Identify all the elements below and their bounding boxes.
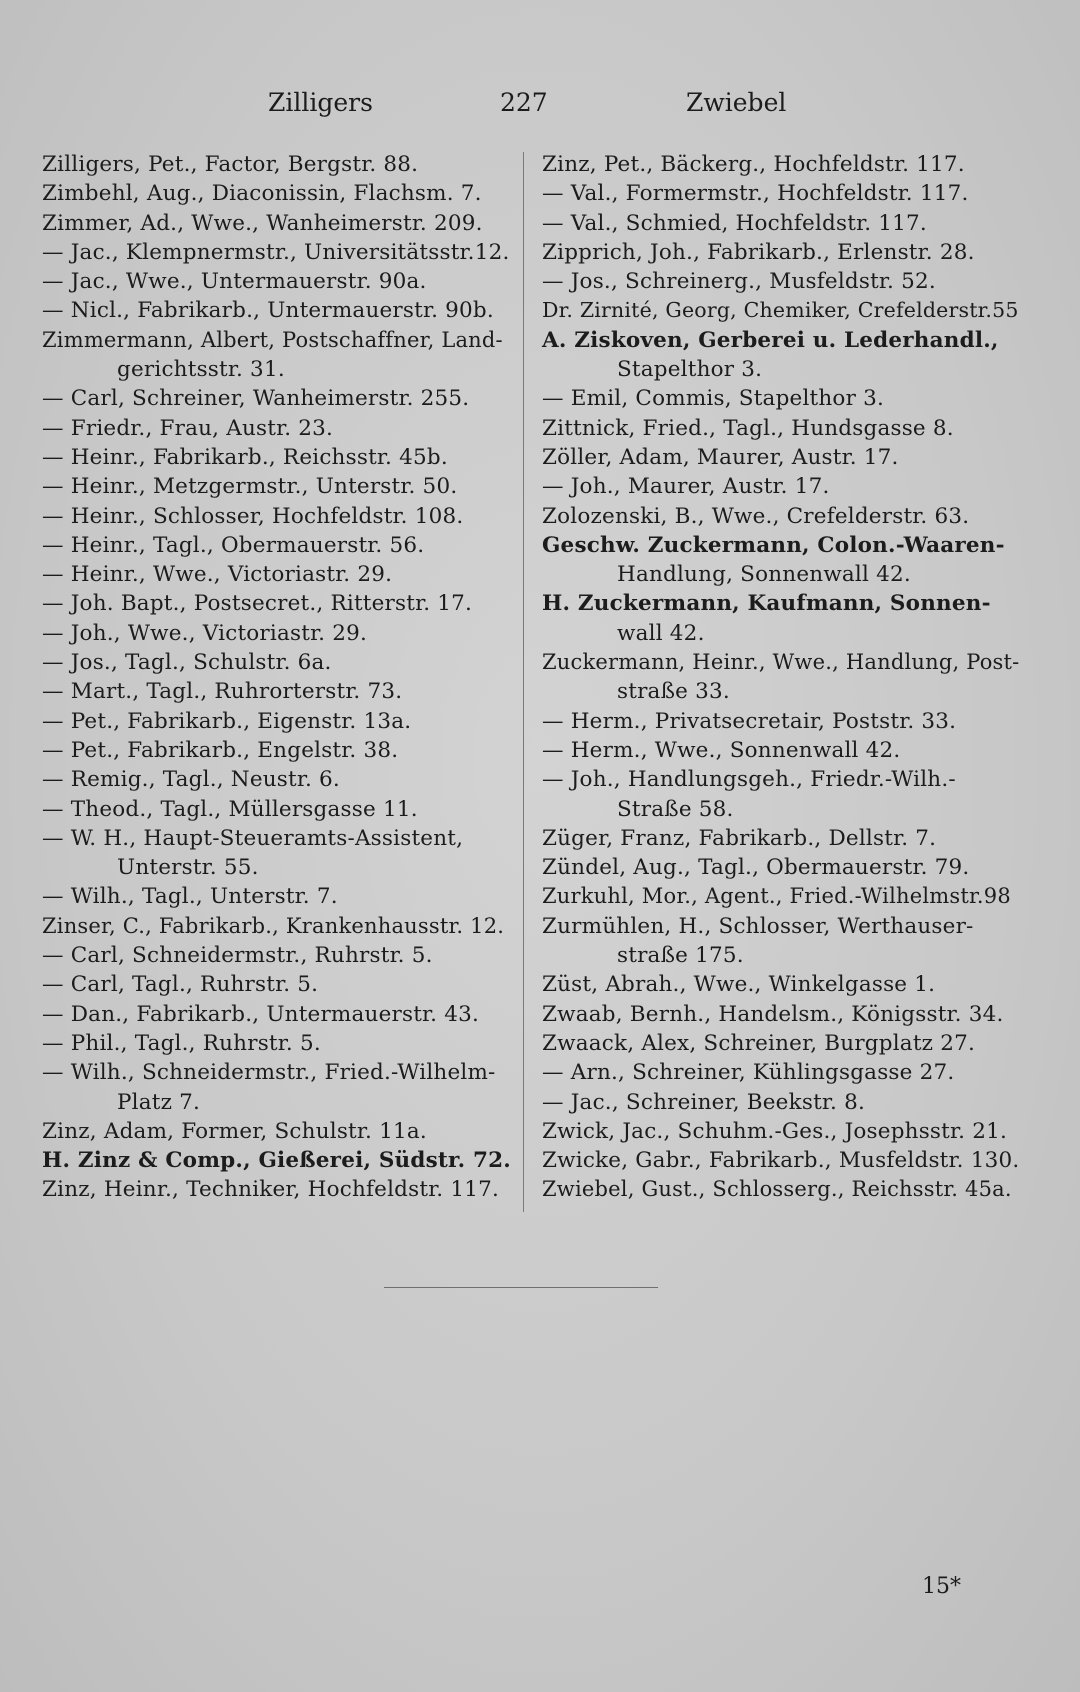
directory-entry: — Pet., Fabrikarb., Engelstr. 38.: [42, 737, 399, 763]
directory-entry: — Jos., Schreinerg., Musfeldstr. 52.: [542, 269, 936, 295]
directory-entry: Zwiebel, Gust., Schlosserg., Reichsstr. 45a.: [542, 1177, 1012, 1202]
directory-entry: — Carl, Tagl., Ruhrstr. 5.: [42, 972, 319, 998]
directory-entry: Geschw. Zuckermann, Colon.-Waaren-: [542, 532, 1005, 558]
left-column: [42, 150, 512, 1205]
directory-entry: — Nicl., Fabrikarb., Untermauerstr. 90b.: [42, 298, 494, 324]
column-divider: [523, 152, 524, 1212]
directory-entry: — Heinr., Wwe., Victoriastr. 29.: [42, 562, 393, 588]
directory-entry: — Jac., Klempnermstr., Universitätsstr.12.: [42, 239, 510, 265]
directory-entry: — Emil, Commis, Stapelthor 3.: [542, 386, 884, 412]
directory-entry: — Wilh., Tagl., Unterstr. 7.: [42, 884, 338, 910]
directory-entry: Zündel, Aug., Tagl., Obermauerstr. 79.: [542, 855, 970, 881]
directory-entry: wall 42.: [617, 620, 705, 646]
directory-entry: — Heinr., Fabrikarb., Reichsstr. 45b.: [42, 444, 448, 470]
directory-entry: — Heinr., Schlosser, Hochfeldstr. 108.: [42, 503, 464, 529]
directory-entry: gerichtsstr. 31.: [117, 357, 285, 383]
directory-entry: Zinz, Heinr., Techniker, Hochfeldstr. 117.: [42, 1177, 500, 1203]
directory-entry: Zimmermann, Albert, Postschaffner, Land-: [42, 327, 503, 352]
directory-entry: — Jos., Tagl., Schulstr. 6a.: [42, 650, 332, 676]
directory-entry: — Theod., Tagl., Müllersgasse 11.: [42, 796, 418, 822]
directory-entry: — Heinr., Tagl., Obermauerstr. 56.: [42, 532, 425, 558]
directory-entry: Unterstr. 55.: [117, 855, 259, 881]
directory-entry: — Heinr., Metzgermstr., Unterstr. 50.: [42, 474, 458, 500]
directory-entry: Zuckermann, Heinr., Wwe., Handlung, Post-: [542, 650, 1020, 675]
directory-entry: — Herm., Privatsecretair, Poststr. 33.: [542, 708, 957, 734]
directory-entry: Straße 58.: [617, 796, 734, 822]
directory-entry: Züst, Abrah., Wwe., Winkelgasse 1.: [542, 972, 936, 998]
directory-entry: — Joh., Wwe., Victoriastr. 29.: [42, 620, 368, 646]
footer-rule: [384, 1287, 658, 1288]
directory-entry: straße 33.: [617, 679, 730, 705]
directory-entry: — Val., Schmied, Hochfeldstr. 117.: [542, 210, 927, 236]
directory-entry: — Val., Formermstr., Hochfeldstr. 117.: [542, 181, 969, 207]
page-number: 227: [500, 88, 548, 117]
directory-entry: Zittnick, Fried., Tagl., Hundsgasse 8.: [542, 415, 954, 441]
directory-entry: — Herm., Wwe., Sonnenwall 42.: [542, 737, 901, 763]
directory-entry: Zimbehl, Aug., Diaconissin, Flachsm. 7.: [42, 181, 482, 207]
directory-entry: Stapelthor 3.: [617, 357, 763, 383]
directory-entry: straße 175.: [617, 943, 744, 969]
directory-entry: — Joh., Handlungsgeh., Friedr.-Wilh.-: [542, 767, 956, 793]
directory-entry: — W. H., Haupt-Steueramts-Assistent,: [42, 825, 464, 851]
directory-entry: Dr. Zirnité, Georg, Chemiker, Crefelderstr.55: [542, 298, 1019, 323]
directory-entry: — Joh. Bapt., Postsecret., Ritterstr. 17.: [42, 591, 473, 617]
page-header: [0, 88, 1080, 128]
directory-entry: H. Zinz & Comp., Gießerei, Südstr. 72.: [42, 1148, 511, 1174]
directory-entry: Zwick, Jac., Schuhm.-Ges., Josephsstr. 21.: [542, 1118, 1007, 1144]
directory-entry: Handlung, Sonnenwall 42.: [617, 562, 911, 588]
directory-entry: — Wilh., Schneidermstr., Fried.-Wilhelm-: [42, 1060, 496, 1086]
directory-entry: — Remig., Tagl., Neustr. 6.: [42, 767, 340, 793]
directory-entry: Zimmer, Ad., Wwe., Wanheimerstr. 209.: [42, 210, 483, 236]
directory-entry: — Arn., Schreiner, Kühlingsgasse 27.: [542, 1060, 955, 1086]
directory-entry: — Jac., Wwe., Untermauerstr. 90a.: [42, 269, 427, 295]
directory-entry: Zinz, Pet., Bäckerg., Hochfeldstr. 117.: [542, 152, 965, 177]
directory-entry: Zurkuhl, Mor., Agent., Fried.-Wilhelmstr.98: [542, 884, 1011, 909]
directory-entry: Zöller, Adam, Maurer, Austr. 17.: [542, 444, 899, 470]
directory-entry: — Mart., Tagl., Ruhrorterstr. 73.: [42, 679, 403, 705]
directory-entry: A. Ziskoven, Gerberei u. Lederhandl.,: [542, 327, 999, 353]
directory-entry: — Carl, Schneidermstr., Ruhrstr. 5.: [42, 943, 433, 969]
signature-mark: 15*: [922, 1574, 961, 1599]
directory-entry: Zwicke, Gabr., Fabrikarb., Musfeldstr. 130.: [542, 1148, 1020, 1174]
directory-entry: Platz 7.: [117, 1089, 201, 1115]
directory-entry: — Friedr., Frau, Austr. 23.: [42, 415, 334, 441]
directory-entry: — Pet., Fabrikarb., Eigenstr. 13a.: [42, 708, 412, 734]
directory-entry: Zwaab, Bernh., Handelsm., Königsstr. 34.: [542, 1001, 1004, 1027]
directory-entry: Zurmühlen, H., Schlosser, Werthauser-: [542, 913, 974, 939]
directory-entry: — Jac., Schreiner, Beekstr. 8.: [542, 1089, 866, 1115]
directory-entry: Zolozenski, B., Wwe., Crefelderstr. 63.: [542, 503, 970, 529]
right-column: [542, 150, 1020, 1205]
directory-entry: Zinz, Adam, Former, Schulstr. 11a.: [42, 1118, 427, 1144]
header-right-keyword: Zwiebel: [686, 88, 787, 117]
directory-entry: Zwaack, Alex, Schreiner, Burgplatz 27.: [542, 1030, 976, 1056]
directory-entry: H. Zuckermann, Kaufmann, Sonnen-: [542, 591, 991, 617]
directory-entry: Zinser, C., Fabrikarb., Krankenhausstr. 12.: [42, 913, 505, 938]
directory-entry: Zipprich, Joh., Fabrikarb., Erlenstr. 28.: [542, 239, 975, 265]
header-left-keyword: Zilligers: [268, 88, 373, 117]
directory-entry: — Carl, Schreiner, Wanheimerstr. 255.: [42, 386, 470, 412]
directory-entry: Züger, Franz, Fabrikarb., Dellstr. 7.: [542, 825, 937, 851]
directory-entry: — Phil., Tagl., Ruhrstr. 5.: [42, 1030, 321, 1056]
directory-entry: — Dan., Fabrikarb., Untermauerstr. 43.: [42, 1001, 480, 1027]
directory-entry: Zilligers, Pet., Factor, Bergstr. 88.: [42, 152, 419, 177]
directory-entry: — Joh., Maurer, Austr. 17.: [542, 474, 830, 500]
